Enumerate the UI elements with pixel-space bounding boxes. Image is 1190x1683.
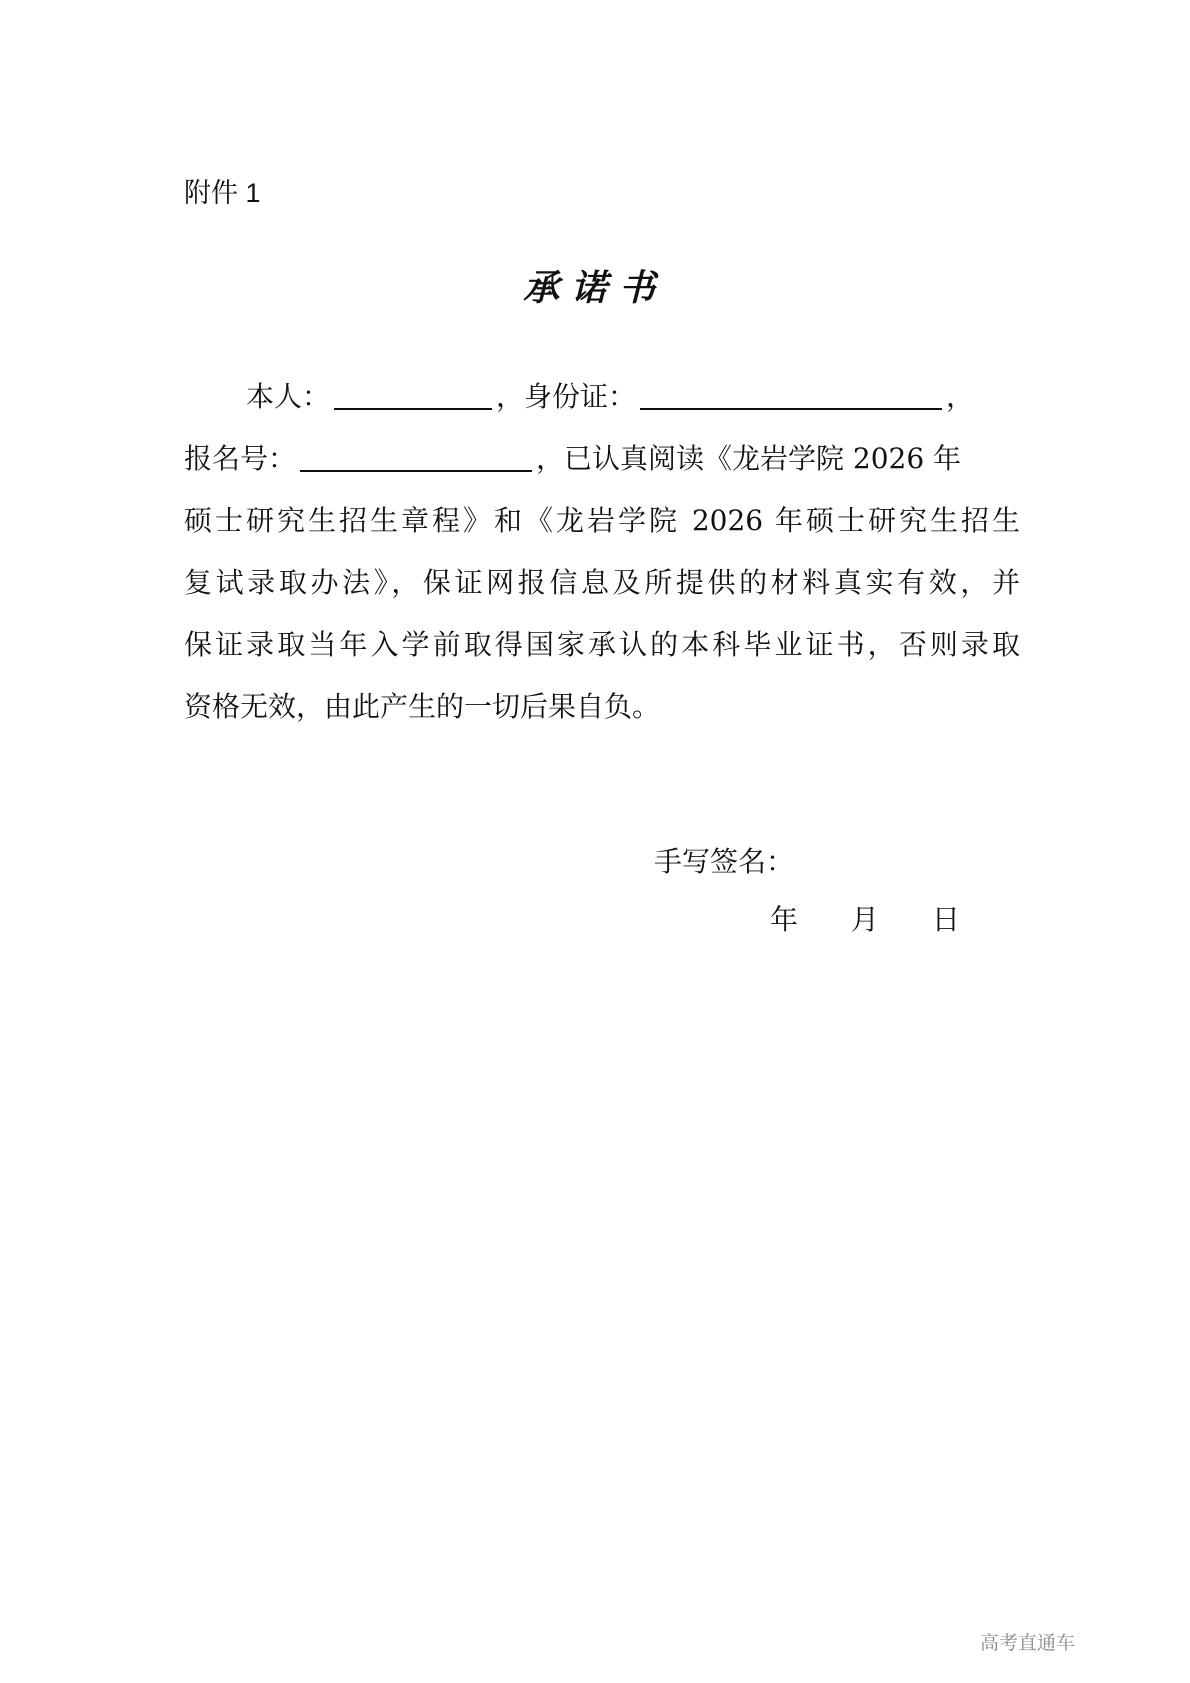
page-title: 承诺书 [522, 267, 667, 309]
date-month: 月 [850, 903, 879, 936]
line-name-id [184, 366, 1020, 428]
name-label: 本人： [246, 380, 331, 413]
paragraph-line: 资格无效，由此产生的一切后果自负。 [184, 690, 661, 723]
registration-label: 报名号： [184, 442, 297, 475]
commitment-body [184, 366, 1020, 738]
line-registration [184, 428, 1020, 490]
watermark: 高考直通车 [980, 1632, 1076, 1654]
id-label: ，身份证： [496, 380, 637, 413]
date-line [770, 900, 960, 940]
id-number-field[interactable] [640, 378, 942, 410]
id-suffix: ， [946, 380, 975, 413]
registration-number-field[interactable] [300, 440, 532, 472]
signature-label: 手写签名： [654, 845, 795, 878]
name-field[interactable] [334, 378, 492, 410]
paragraph-line: 硕士研究生招生章程》和《龙岩学院 2026 年硕士研究生招生 [184, 504, 1020, 537]
paragraph-line: 复试录取办法》，保证网报信息及所提供的材料真实有效，并 [184, 566, 1020, 599]
attachment-label: 附件 1 [184, 178, 261, 208]
registration-suffix: ，已认真阅读《龙岩学院 2026 年 [536, 442, 962, 475]
date-year: 年 [770, 903, 799, 936]
date-day: 日 [931, 903, 960, 936]
paragraph-line: 保证录取当年入学前取得国家承认的本科毕业证书，否则录取 [184, 628, 1020, 661]
